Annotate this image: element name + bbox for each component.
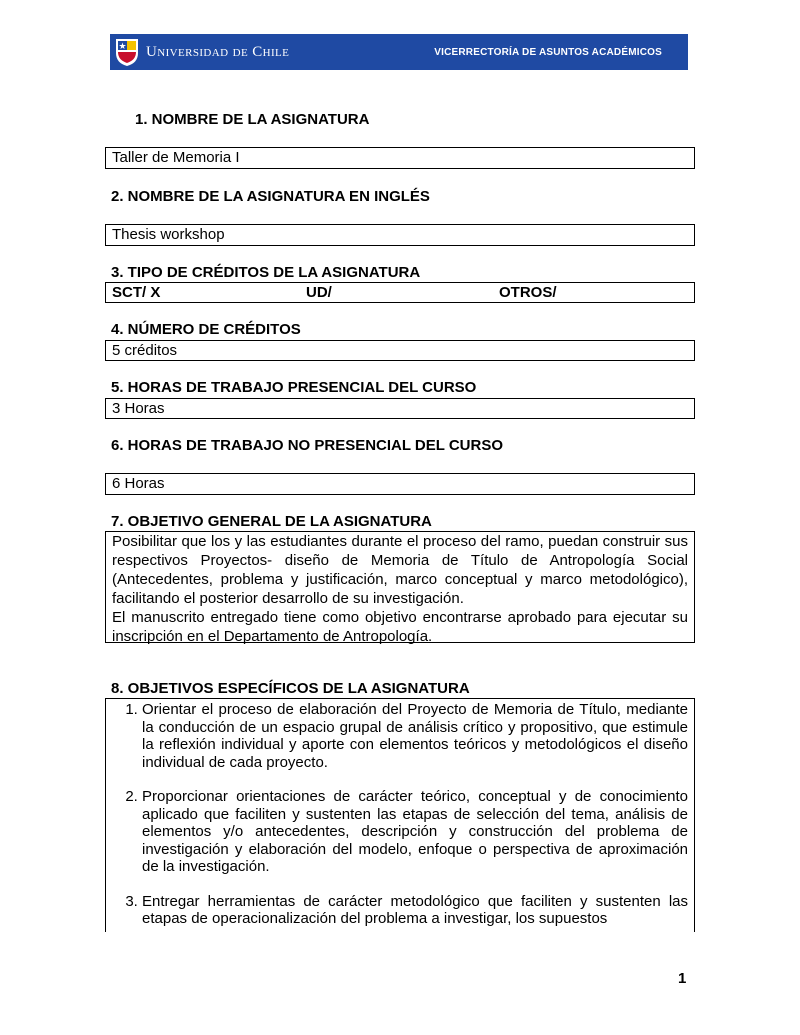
section-8-box	[105, 698, 695, 932]
section-8-title: 8. OBJETIVOS ESPECÍFICOS DE LA ASIGNATURA	[111, 680, 470, 697]
credit-type-ud: UD/	[306, 284, 332, 301]
section-5-title: 5. HORAS DE TRABAJO PRESENCIAL DEL CURSO	[111, 379, 477, 396]
section-4-value: 5 créditos	[112, 342, 178, 359]
section-4-box	[105, 340, 695, 361]
credit-type-sct: SCT/ X	[112, 284, 161, 301]
section-2-box	[105, 224, 695, 246]
section-4-title: 4. NÚMERO DE CRÉDITOS	[111, 321, 301, 338]
section-3-box	[105, 282, 695, 303]
vicerrectoria-label: VICERRECTORÍA DE ASUNTOS ACADÉMICOS	[434, 47, 662, 58]
section-7-box	[105, 531, 695, 643]
section-5-box	[105, 398, 695, 419]
specific-objectives-list	[112, 701, 688, 928]
general-objective-paragraph: Posibilitar que los y las estudiantes durante el proceso del ramo, puedan construir sus respectivos Proyectos- diseño de Memoria de Título de Antropología Social (Antecedentes, problema y justificación, marco conceptual y marco metodológico), facilitando el posterior desarrollo de su investigación.	[112, 533, 688, 607]
specific-objective-item: 1. Orientar el proceso de elaboración del Proyecto de Memoria de Título, mediante la conducción de un espacio grupal de análisis crítico y propositivo, que estimule la reflexión individual y aporte con elementos teóricos y metodológicos el diseño individual de cada proyecto.	[142, 701, 688, 771]
specific-objective-item: 3. Entregar herramientas de carácter metodológico que faciliten y sustenten las etapas de operacionalización del problema a investigar, los supuestos	[142, 893, 688, 928]
page-number: 1	[678, 970, 687, 987]
section-5-value: 3 Horas	[112, 400, 165, 417]
section-6-box	[105, 473, 695, 495]
header-banner	[110, 34, 688, 70]
credit-type-otros: OTROS/	[499, 284, 557, 301]
section-6-value: 6 Horas	[112, 475, 165, 492]
section-2-title: 2. NOMBRE DE LA ASIGNATURA EN INGLÉS	[111, 188, 430, 205]
specific-objective-item: 2. Proporcionar orientaciones de carácter teórico, conceptual y de conocimiento aplicado que faciliten y sustenten las etapas de selección del tema, análisis de elementos y/o antecedentes, descripción y construcción del problema de investigación y elaboración del modelo, enfoque o perspectiva de aproximación de la investigación.	[142, 788, 688, 876]
section-2-value: Thesis workshop	[112, 226, 225, 243]
university-crest-icon	[114, 37, 140, 67]
section-1-value: Taller de Memoria I	[112, 149, 240, 166]
university-name: Universidad de Chile	[146, 44, 290, 60]
section-6-title: 6. HORAS DE TRABAJO NO PRESENCIAL DEL CURSO	[111, 437, 503, 454]
section-7-title: 7. OBJETIVO GENERAL DE LA ASIGNATURA	[111, 513, 432, 530]
general-objective-note: El manuscrito entregado tiene como objetivo encontrarse aprobado para ejecutar su inscripción en el Departamento de Antropología.	[112, 609, 688, 645]
section-1-box	[105, 147, 695, 169]
section-3-title: 3. TIPO DE CRÉDITOS DE LA ASIGNATURA	[111, 264, 421, 281]
section-1-title: 1. NOMBRE DE LA ASIGNATURA	[135, 111, 370, 128]
